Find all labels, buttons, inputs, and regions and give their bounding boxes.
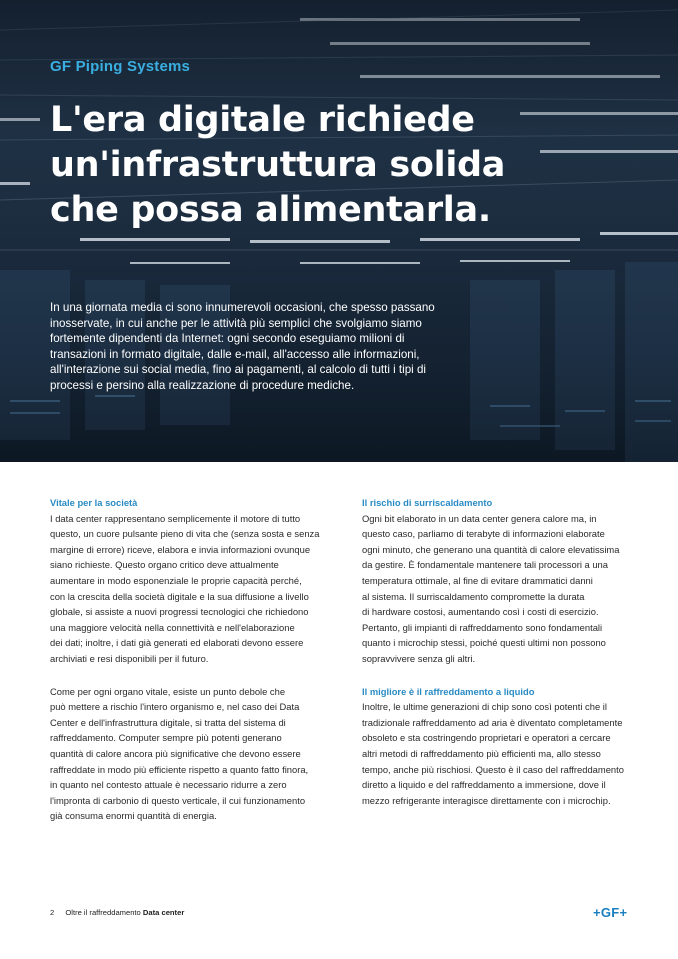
text-line: già consuma enormi quantità di energia. xyxy=(50,810,217,822)
text-line: Inoltre, le ultime generazioni di chip sono così potenti che il xyxy=(362,701,607,713)
text-line: tempo, anche più rischiosi. Questo è il caso del raffreddamento xyxy=(362,763,624,775)
intro-line: inosservate, in cui anche per le attività più semplici che svolgiamo siamo xyxy=(50,316,422,330)
page-title-line: che possa alimentarla. xyxy=(50,190,491,230)
hero-banner xyxy=(0,0,678,462)
text-line: con la crescita della società digitale e la sua diffusione a livello xyxy=(50,590,309,602)
text-line: quantità di calore ancora più significative che devono essere xyxy=(50,747,301,759)
intro-paragraph xyxy=(50,300,640,394)
text-line: può mettere a rischio l'intero organismo e, nel caso dei Data xyxy=(50,701,300,713)
text-line: dei dati; inoltre, i dati già generati ed elaborati devono essere xyxy=(50,637,304,649)
intro-line: processi e persino alla realizzazione di procedure mediche. xyxy=(50,378,355,392)
text-line: quanto i microchip stessi, poiché questi ultimi non possono xyxy=(362,637,606,649)
body-paragraph xyxy=(50,684,332,824)
body-paragraph xyxy=(362,699,644,808)
page-title xyxy=(50,98,650,233)
text-line: questo caso, parliamo di terabyte di informazioni elaborate xyxy=(362,528,605,540)
text-line: globale, si assiste a nuovi progressi tecnologici che richiedono xyxy=(50,606,309,618)
text-line: altri metodi di raffreddamento più efficienti ma, allo stesso xyxy=(362,747,601,759)
brand-name: GF Piping Systems xyxy=(50,58,191,75)
left-column xyxy=(50,495,332,824)
text-line: di hardware costosi, aumentando così i costi di esercizio. xyxy=(362,606,599,618)
right-column xyxy=(362,495,644,808)
text-line: temperatura ottimale, al fine di evitare drammatici danni xyxy=(362,574,593,586)
intro-line: all'interazione sui social media, fino ai pagamenti, al calcolo di tutti i tipi di xyxy=(50,363,426,377)
intro-line: transazioni in formato digitale, dalle e-mail, all'accesso alle informazioni, xyxy=(50,347,420,361)
text-line: diretto a liquido e del raffreddamento a immersione, dove il xyxy=(362,779,606,791)
text-line: da gestire. È fondamentale mantenere tali processori a una xyxy=(362,559,608,571)
text-line: l'impronta di carbonio di questo verticale, il cui funzionamento xyxy=(50,794,306,806)
page-footer xyxy=(50,908,184,917)
text-line: Pertanto, gli impianti di raffreddamento sono fondamentali xyxy=(362,621,603,633)
text-line: al sistema. Il surriscaldamento compromette la durata xyxy=(362,590,585,602)
text-line: aumentare in modo esponenziale le proprie capacità perché, xyxy=(50,574,302,586)
text-line: margine di errore) riceve, elabora e invia informazioni ovunque xyxy=(50,543,311,555)
section-heading-vitale: Vitale per la società xyxy=(50,497,138,508)
intro-line: In una giornata media ci sono innumerevoli occasioni, che spesso passano xyxy=(50,301,435,314)
page-number: 2 xyxy=(50,908,55,917)
footer-doc-title: Oltre il raffreddamento xyxy=(65,908,141,917)
text-line: Center e dell'infrastruttura digitale, si tratta del sistema di xyxy=(50,716,286,728)
text-line: obsoleto e sta costringendo proprietari e operatori a cercare xyxy=(362,732,611,744)
body-paragraph xyxy=(50,511,332,667)
text-line: una maggiore velocità nella connettività e nell'elaborazione xyxy=(50,621,295,633)
text-line: Come per ogni organo vitale, esiste un punto debole che xyxy=(50,685,286,697)
section-heading-liquido: Il migliore è il raffreddamento a liquido xyxy=(362,685,535,697)
intro-line: fortemente dipendenti da Internet: ogni secondo eseguiamo milioni di xyxy=(50,332,405,346)
text-line: siano richieste. Questo organo critico deve attualmente xyxy=(50,559,279,571)
text-line: tradizionale raffreddamento ad aria è diventato completamente xyxy=(362,716,623,728)
text-line: raffreddamento. Computer sempre più potenti generano xyxy=(50,732,282,744)
page-title-line: L'era digitale richiede xyxy=(50,100,475,140)
text-line: raffreddate in modo più efficiente rispetto a quanto fatto finora, xyxy=(50,763,309,775)
text-line: archiviati e resi disponibili per il futuro. xyxy=(50,652,209,664)
text-line: ogni minuto, che generano una quantità di calore elevatissima xyxy=(362,543,620,555)
text-line: I data center rappresentano semplicemente il motore di tutto xyxy=(50,512,301,524)
text-line: mezzo refrigerante interagisce direttamente con i microchip. xyxy=(362,794,611,806)
gf-logo: +GF+ xyxy=(593,905,628,920)
body-paragraph xyxy=(362,511,644,667)
page-title-line: un'infrastruttura solida xyxy=(50,145,506,185)
section-heading-surriscaldamento: Il rischio di surriscaldamento xyxy=(362,497,493,508)
footer-doc-title-bold: Data center xyxy=(142,908,185,917)
text-line: in quanto nel contesto attuale è necessario ridurre a zero xyxy=(50,779,287,791)
text-line: Ogni bit elaborato in un data center genera calore ma, in xyxy=(362,512,597,524)
text-line: questo, un cuore pulsante pieno di vita che (senza sosta e senza xyxy=(50,528,320,540)
text-line: sopravvivere senza gli altri. xyxy=(362,652,476,664)
